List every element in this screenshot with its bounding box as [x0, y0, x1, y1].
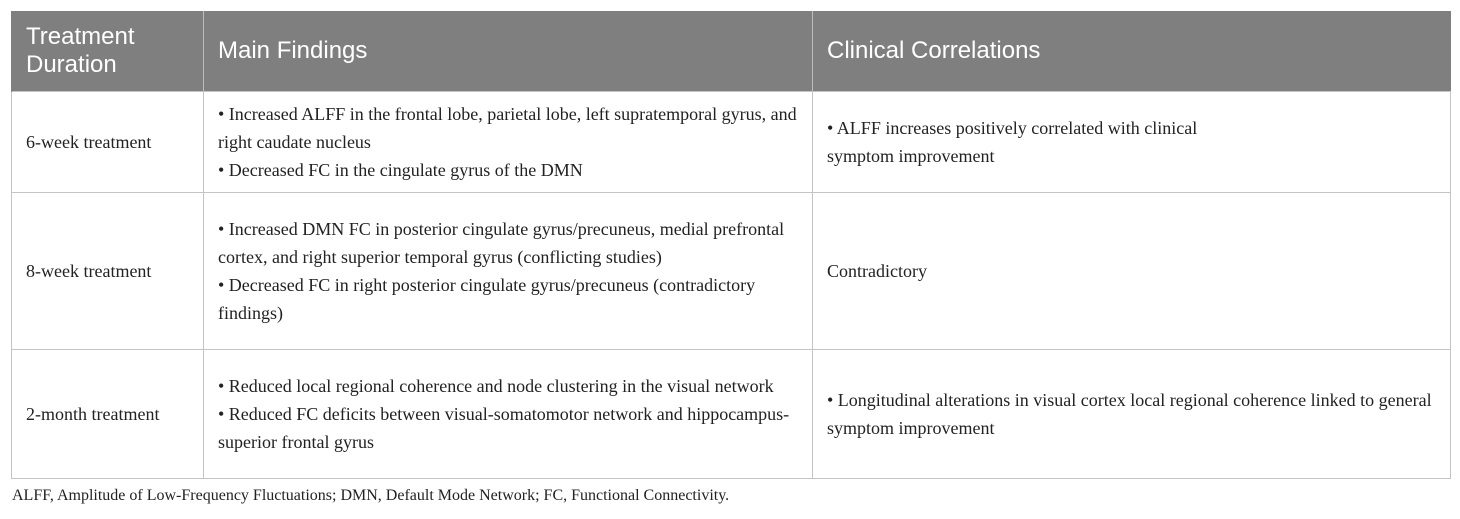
correlations-cell: [813, 193, 1451, 350]
duration-cell: 6-week treatment: [12, 92, 204, 193]
finding-item: • Decreased FC in right posterior cingulate gyrus/precuneus (contradictory findings): [218, 275, 756, 323]
correlation-item: • Longitudinal alterations in visual cortex local regional coherence linked to general symptom improvement: [827, 390, 1432, 438]
finding-item: • Reduced local regional coherence and node clustering in the visual network: [218, 376, 774, 396]
findings-cell: [204, 193, 813, 350]
correlation-item: Contradictory: [827, 261, 927, 281]
findings-cell: [204, 350, 813, 479]
finding-item: • Increased DMN FC in posterior cingulate gyrus/precuneus, medial prefrontal cortex, and right superior temporal gyrus (conflicting studies): [218, 219, 785, 267]
finding-item: • Increased ALFF in the frontal lobe, parietal lobe, left supratemporal gyrus, and right caudate nucleus: [218, 104, 797, 152]
correlations-cell: [813, 92, 1451, 193]
correlation-item: • ALFF increases positively correlated with clinical symptom improvement: [827, 118, 1198, 166]
duration-cell: 2-month treatment: [12, 350, 204, 479]
header-treatment-duration: Treatment Duration: [12, 11, 204, 92]
table-row: [12, 193, 1451, 350]
duration-cell: 8-week treatment: [12, 193, 204, 350]
table-row: [12, 92, 1451, 193]
header-row: [12, 11, 1451, 92]
finding-item: • Decreased FC in the cingulate gyrus of the DMN: [218, 160, 583, 180]
finding-item: • Reduced FC deficits between visual-somatomotor network and hippocampus-superior frontal gyrus: [218, 404, 790, 452]
header-clinical-correlations: Clinical Correlations: [813, 11, 1451, 92]
header-main-findings: Main Findings: [204, 11, 813, 92]
table-row: [12, 350, 1451, 479]
findings-table: [11, 11, 1451, 479]
table-footnote: ALFF, Amplitude of Low-Frequency Fluctuations; DMN, Default Mode Network; FC, Functional Connectivity.: [12, 487, 730, 504]
findings-cell: [204, 92, 813, 193]
correlations-cell: [813, 350, 1451, 479]
